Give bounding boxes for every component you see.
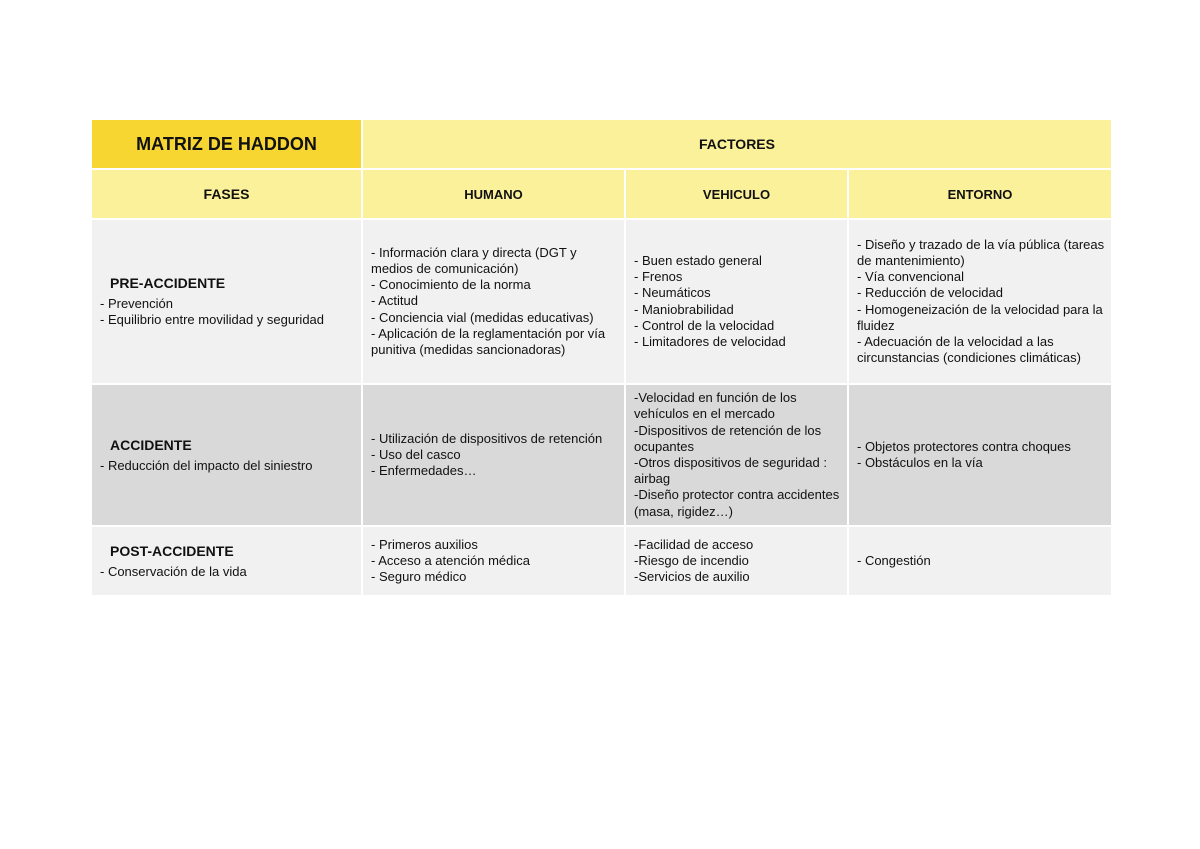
list-item: - Obstáculos en la vía: [857, 455, 983, 470]
list-item: - Congestión: [857, 552, 931, 568]
cell-humano: [363, 220, 626, 385]
cell-humano: [363, 385, 626, 527]
table-row-pre-accidente: [92, 220, 1111, 385]
list-item: - Reducción de velocidad: [857, 285, 1003, 301]
list-item: -Otros dispositivos de seguridad : airbag: [634, 455, 827, 487]
list-item: - Conocimiento de la norma: [371, 277, 531, 293]
list-item: - Adecuación de la velocidad a las circunstancias (condiciones climáticas): [857, 333, 1081, 366]
list-item: - Homogeneización de la velocidad para la fluidez: [857, 301, 1103, 333]
phase-item: - Conservación de la vida: [100, 563, 247, 579]
table-row-accidente: [92, 385, 1111, 527]
phase-cell: [92, 385, 363, 527]
list-item: - Frenos: [634, 269, 683, 285]
list-item: - Enfermedades…: [371, 463, 477, 479]
list-item: -Velocidad en función de los vehículos en el mercado: [634, 390, 797, 422]
cell-entorno: [849, 527, 1111, 597]
cell-entorno: [849, 385, 1111, 527]
list-item: - Maniobrabilidad: [634, 301, 734, 317]
list-item: - Actitud: [371, 293, 418, 309]
table-row-post-accidente: [92, 527, 1111, 597]
factor-header-humano: HUMANO: [363, 170, 626, 220]
list-item: -Diseño protector contra accidentes (masa, rigidez…): [634, 487, 840, 519]
list-item: -Riesgo de incendio: [634, 552, 749, 568]
phase-item: - Reducción del impacto del siniestro: [100, 457, 313, 473]
phase-name: POST-ACCIDENTE: [110, 542, 234, 559]
list-item: - Neumáticos: [634, 285, 711, 301]
cell-vehiculo: [626, 527, 849, 597]
cell-vehiculo: [626, 220, 849, 385]
list-item: - Vía convencional: [857, 269, 964, 285]
phase-cell: [92, 527, 363, 597]
list-item: - Primeros auxilios: [371, 536, 478, 552]
list-item: - Acceso a atención médica: [371, 552, 530, 568]
haddon-matrix-table: [92, 120, 1111, 597]
factor-header-vehiculo: VEHICULO: [626, 170, 849, 220]
fases-header: FASES: [92, 170, 363, 220]
cell-vehiculo: [626, 385, 849, 527]
matrix-title: MATRIZ DE HADDON: [92, 120, 363, 170]
cell-humano: [363, 527, 626, 597]
factores-header: FACTORES: [363, 120, 1111, 170]
phase-item: - Prevención: [100, 296, 173, 311]
list-item: -Facilidad de acceso: [634, 536, 754, 552]
phase-name: PRE-ACCIDENTE: [110, 275, 226, 291]
list-item: - Control de la velocidad: [634, 317, 775, 333]
factor-header-entorno: ENTORNO: [849, 170, 1111, 220]
cell-entorno: [849, 220, 1111, 385]
list-item: -Servicios de auxilio: [634, 569, 750, 585]
list-item: - Seguro médico: [371, 569, 467, 585]
list-item: - Información clara y directa (DGT y medios de comunicación): [371, 244, 577, 276]
list-item: - Limitadores de velocidad: [634, 333, 786, 349]
list-item: - Objetos protectores contra choques: [857, 438, 1071, 454]
list-item: - Buen estado general: [634, 252, 762, 268]
list-item: - Utilización de dispositivos de retención: [371, 430, 603, 446]
phase-cell: [92, 220, 363, 385]
list-item: - Conciencia vial (medidas educativas): [371, 309, 594, 325]
list-item: - Uso del casco: [371, 446, 461, 462]
list-item: - Diseño y trazado de la vía pública (tareas de mantenimiento): [857, 236, 1105, 268]
list-item: -Dispositivos de retención de los ocupantes: [634, 422, 822, 454]
phase-name: ACCIDENTE: [110, 436, 192, 453]
phase-item: - Equilibrio entre movilidad y seguridad: [100, 312, 325, 327]
list-item: - Aplicación de la reglamentación por vía punitiva (medidas sancionadoras): [371, 325, 606, 357]
